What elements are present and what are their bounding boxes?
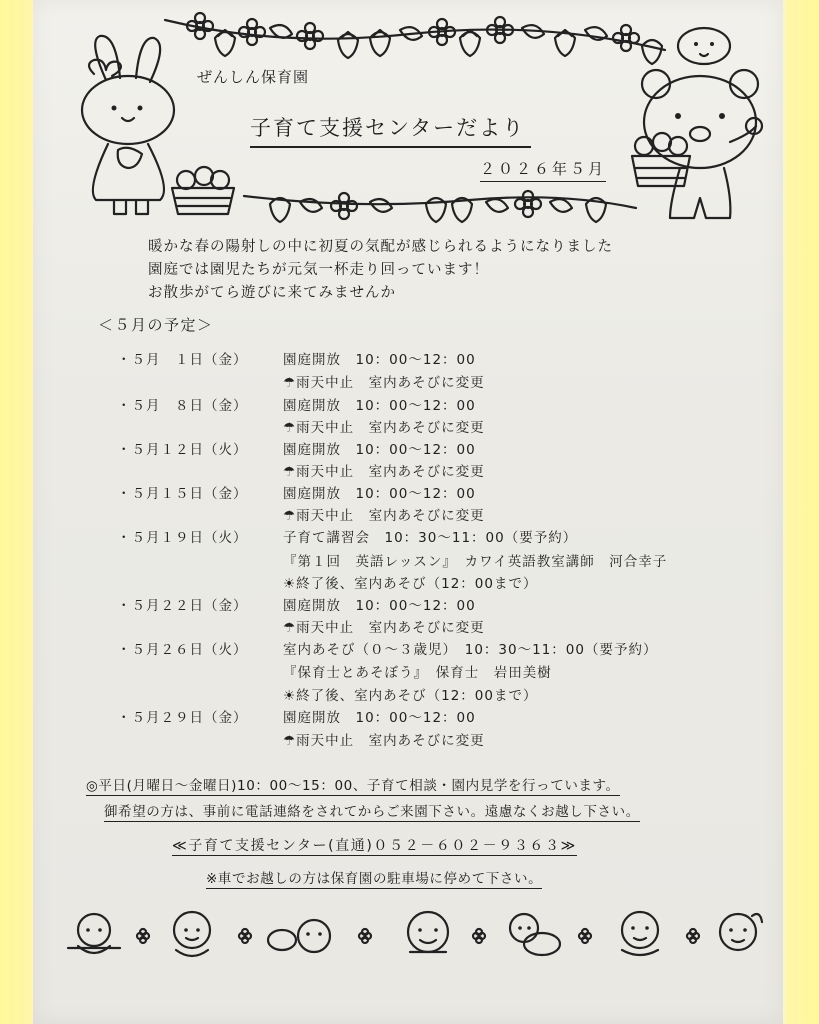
schedule-detail: 『第１回 英語レッスン』 カワイ英語教室講師 河合幸子: [283, 554, 668, 570]
leaf-icon: [486, 199, 508, 212]
leaf-icon: [550, 199, 572, 212]
schedule-detail: 園庭開放 10：00〜12：00: [283, 710, 476, 726]
baby-icon: [510, 914, 560, 955]
flower-icon: [515, 191, 541, 217]
flower-icon: [331, 193, 357, 219]
schedule-detail: ☂雨天中止 室内あそびに変更: [283, 620, 485, 636]
schedule-detail: ☀終了後、室内あそび（12：00まで）: [283, 688, 538, 704]
schedule-detail: 園庭開放 10：00〜12：00: [283, 598, 476, 614]
schedule-detail: 園庭開放 10：00〜12：00: [283, 352, 476, 368]
clover-icon: [239, 929, 251, 943]
clover-icon: [473, 929, 485, 943]
strawberry-basket-left: [168, 166, 238, 218]
lower-garland-decoration: [240, 186, 640, 230]
baby-icon: [268, 920, 330, 952]
weekday-notice: ◎平日(月曜日〜金曜日)10：00〜15：00、子育て相談・園内見学を行っています。: [86, 778, 620, 794]
schedule-date: ・５月２９日（金）: [117, 710, 248, 726]
schedule-date: ・５月 １日（金）: [117, 352, 248, 368]
strawberry-icon: [370, 30, 390, 56]
strawberry-icon: [215, 30, 235, 56]
schedule-detail: ☂雨天中止 室内あそびに変更: [283, 464, 485, 480]
clover-icon: [137, 929, 149, 943]
strawberry-basket-right: [628, 134, 694, 190]
schedule-detail: 園庭開放 10：00〜12：00: [283, 442, 476, 458]
schedule-detail: ☂雨天中止 室内あそびに変更: [283, 733, 485, 749]
baby-icon: [408, 912, 448, 952]
parking-notice: ※車でお越しの方は保育園の駐車場に停めて下さい。: [206, 871, 543, 887]
schedule-detail: 『保育士とあそぼう』 保育士 岩田美樹: [283, 665, 552, 681]
schedule-date: ・５月２２日（金）: [117, 598, 248, 614]
baby-icon: [68, 914, 120, 953]
issue-date: ２０２６年５月: [480, 158, 606, 182]
intro-paragraph: [148, 236, 708, 305]
schedule-date: ・５月 ８日（金）: [117, 398, 248, 414]
strawberry-icon: [270, 198, 290, 222]
flower-icon: [239, 19, 265, 45]
intro-line: お散歩がてら遊びに来てみませんか: [148, 285, 396, 301]
schedule-date: ・５月２６日（火）: [117, 642, 248, 658]
schedule-detail: 園庭開放 10：00〜12：00: [283, 486, 476, 502]
schedule-date: ・５月１９日（火）: [117, 530, 248, 546]
schedule-detail: ☀終了後、室内あそび（12：00まで）: [283, 576, 538, 592]
top-garland-decoration: [160, 8, 670, 66]
clover-icon: [579, 929, 591, 943]
bear-illustration: [620, 22, 770, 227]
clover-icon: [359, 929, 371, 943]
contact-notice: 御希望の方は、事前に電話連絡をされてからご来園下さい。遠慮なくお越し下さい。: [104, 804, 640, 820]
strawberry-icon: [460, 30, 480, 56]
schedule-detail: 室内あそび（０〜３歳児） 10：30〜11：00（要予約）: [283, 642, 658, 658]
school-name: ぜんしん保育園: [197, 68, 310, 86]
clover-icon: [687, 929, 699, 943]
leaf-icon: [300, 199, 322, 212]
baby-icon: [622, 912, 658, 955]
newsletter-title: 子育て支援センターだより: [250, 112, 531, 148]
schedule-detail: ☂雨天中止 室内あそびに変更: [283, 375, 485, 391]
schedule-detail: ☂雨天中止 室内あそびに変更: [283, 508, 485, 524]
intro-line: 暖かな春の陽射しの中に初夏の気配が感じられるようになりました: [148, 239, 613, 255]
baby-icon: [720, 914, 762, 950]
baby-faces-border: [62, 906, 772, 966]
leaf-icon: [370, 199, 392, 212]
schedule-date: ・５月１５日（金）: [117, 486, 248, 502]
schedule-detail: ☂雨天中止 室内あそびに変更: [283, 420, 485, 436]
schedule-date: ・５月１２日（火）: [117, 442, 248, 458]
strawberry-icon: [338, 32, 358, 58]
schedule-detail: 園庭開放 10：00〜12：00: [283, 398, 476, 414]
flower-icon: [297, 23, 323, 49]
schedule-detail: 子育て講習会 10：30〜11：00（要予約）: [283, 530, 578, 546]
schedule-heading: ＜５月の予定＞: [98, 316, 214, 334]
baby-icon: [174, 912, 210, 956]
intro-line: 園庭では園児たちが元気一杯走り回っています！: [148, 262, 489, 278]
phone-line: ≪子育て支援センター(直通)０５２－６０２－９３６３≫: [172, 838, 577, 854]
